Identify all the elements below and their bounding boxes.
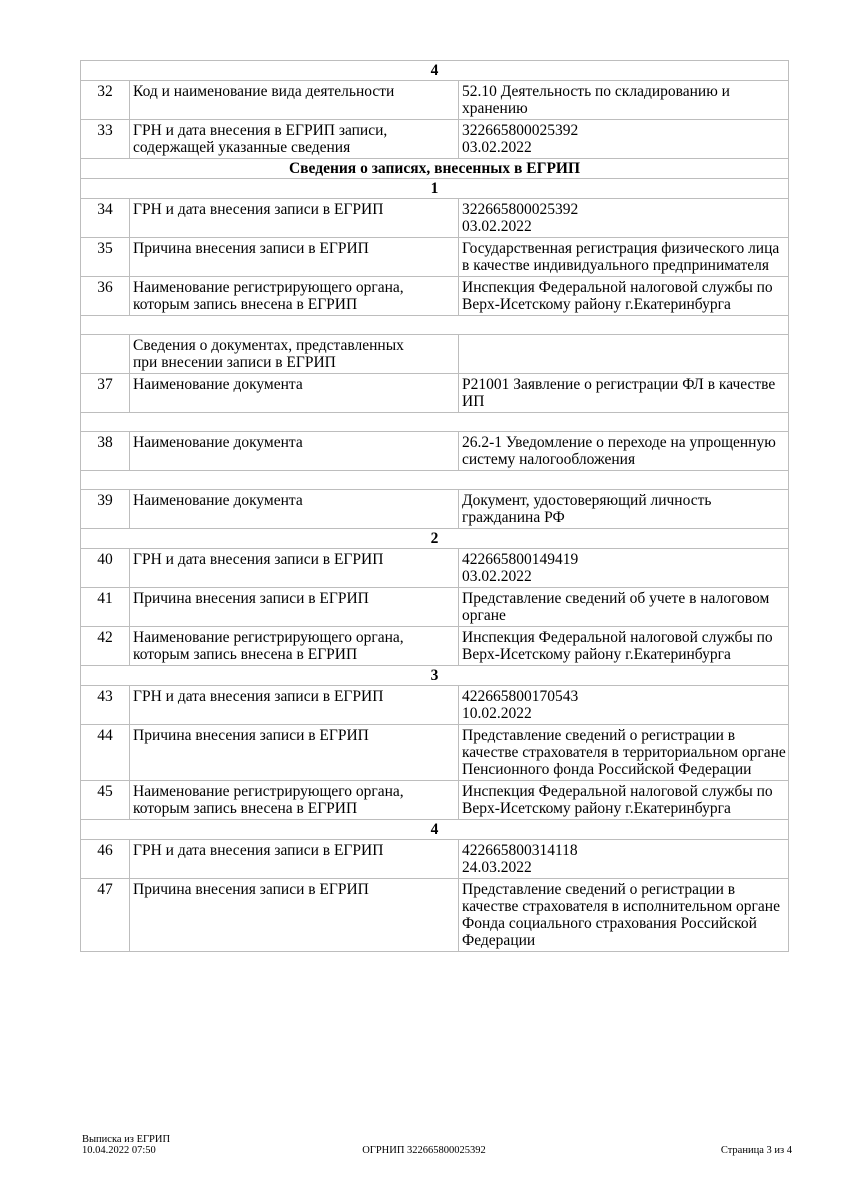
row-value: Инспекция Федеральной налоговой службы по Верх-Исетскому району г.Екатеринбурга: [459, 627, 789, 666]
spacer-cell: [81, 413, 789, 432]
row-number: 41: [81, 588, 130, 627]
row-value: 52.10 Деятельность по складированию и хранению: [459, 81, 789, 120]
footer-ogrnip: ОГРНИП 322665800025392: [362, 1145, 486, 1156]
section-header-row: [81, 820, 789, 840]
row-value: 26.2-1 Уведомление о переходе на упрощенную систему налогообложения: [459, 432, 789, 471]
row-number: 38: [81, 432, 130, 471]
row-number: 34: [81, 199, 130, 238]
row-value: 322665800025392 03.02.2022: [459, 199, 789, 238]
table-row: [81, 781, 789, 820]
records-table: [80, 60, 789, 952]
row-label: ГРН и дата внесения в ЕГРИП записи, содержащей указанные сведения: [130, 120, 459, 159]
row-value: Документ, удостоверяющий личность гражданина РФ: [459, 490, 789, 529]
row-label: Наименование документа: [130, 374, 459, 413]
table-row: [81, 725, 789, 781]
table-row: [81, 432, 789, 471]
row-value: Представление сведений о регистрации в качестве страхователя в территориальном органе Пенсионного фонда Российской Федерации: [459, 725, 789, 781]
row-number: 35: [81, 238, 130, 277]
table-row: [81, 588, 789, 627]
row-value: Государственная регистрация физического лица в качестве индивидуального предпринимателя: [459, 238, 789, 277]
section-header-row: [81, 529, 789, 549]
row-value: Инспекция Федеральной налоговой службы по Верх-Исетскому району г.Екатеринбурга: [459, 277, 789, 316]
section-header: 1: [81, 179, 789, 199]
spacer-cell: [81, 471, 789, 490]
row-label: Наименование регистрирующего органа, которым запись внесена в ЕГРИП: [130, 781, 459, 820]
table-row: [81, 277, 789, 316]
row-value: Инспекция Федеральной налоговой службы по Верх-Исетскому району г.Екатеринбурга: [459, 781, 789, 820]
row-label: ГРН и дата внесения записи в ЕГРИП: [130, 686, 459, 725]
row-number: 40: [81, 549, 130, 588]
table-row: [81, 840, 789, 879]
section-header-row: [81, 666, 789, 686]
row-label: ГРН и дата внесения записи в ЕГРИП: [130, 840, 459, 879]
row-number: 36: [81, 277, 130, 316]
row-value: Р21001 Заявление о регистрации ФЛ в качестве ИП: [459, 374, 789, 413]
table-row: [81, 335, 789, 374]
row-number: 32: [81, 81, 130, 120]
row-value: Представление сведений о регистрации в качестве страхователя в исполнительном органе Фонда социального страхования Российской Федерации: [459, 879, 789, 952]
table-row: [81, 627, 789, 666]
section-header: 4: [81, 820, 789, 840]
spacer-cell: [81, 316, 789, 335]
row-label: Код и наименование вида деятельности: [130, 81, 459, 120]
row-number: 37: [81, 374, 130, 413]
row-label: Наименование регистрирующего органа, которым запись внесена в ЕГРИП: [130, 277, 459, 316]
section-header: Сведения о записях, внесенных в ЕГРИП: [81, 159, 789, 179]
row-label: Причина внесения записи в ЕГРИП: [130, 725, 459, 781]
footer-page-number: Страница 3 из 4: [720, 1145, 792, 1156]
row-number: 45: [81, 781, 130, 820]
table-row: [81, 686, 789, 725]
table-row: [81, 120, 789, 159]
row-number: 42: [81, 627, 130, 666]
row-label: Наименование регистрирующего органа, которым запись внесена в ЕГРИП: [130, 627, 459, 666]
section-header: 4: [81, 61, 789, 81]
row-value: Представление сведений об учете в налоговом органе: [459, 588, 789, 627]
row-number: [81, 335, 130, 374]
section-header-row: [81, 61, 789, 81]
records-table-body: [81, 61, 789, 952]
section-header: 3: [81, 666, 789, 686]
row-label: ГРН и дата внесения записи в ЕГРИП: [130, 549, 459, 588]
row-label: Причина внесения записи в ЕГРИП: [130, 879, 459, 952]
table-row: [81, 199, 789, 238]
row-number: 33: [81, 120, 130, 159]
footer-datetime: 10.04.2022 07:50: [82, 1145, 156, 1156]
table-row: [81, 374, 789, 413]
row-number: 46: [81, 840, 130, 879]
row-number: 39: [81, 490, 130, 529]
section-header: 2: [81, 529, 789, 549]
spacer-row: [81, 316, 789, 335]
table-row: [81, 238, 789, 277]
row-label: Причина внесения записи в ЕГРИП: [130, 238, 459, 277]
spacer-row: [81, 413, 789, 432]
table-row: [81, 81, 789, 120]
spacer-row: [81, 471, 789, 490]
section-header-row: [81, 159, 789, 179]
row-value: 422665800170543 10.02.2022: [459, 686, 789, 725]
row-label: ГРН и дата внесения записи в ЕГРИП: [130, 199, 459, 238]
section-header-row: [81, 179, 789, 199]
row-value: [459, 335, 789, 374]
table-row: [81, 549, 789, 588]
row-label: Наименование документа: [130, 490, 459, 529]
row-number: 44: [81, 725, 130, 781]
row-value: 422665800314118 24.03.2022: [459, 840, 789, 879]
row-label: Наименование документа: [130, 432, 459, 471]
row-number: 43: [81, 686, 130, 725]
row-number: 47: [81, 879, 130, 952]
row-value: 322665800025392 03.02.2022: [459, 120, 789, 159]
row-value: 422665800149419 03.02.2022: [459, 549, 789, 588]
table-row: [81, 490, 789, 529]
row-label: Сведения о документах, представленных при внесении записи в ЕГРИП: [130, 335, 459, 374]
footer-doc-name: Выписка из ЕГРИП: [82, 1134, 171, 1145]
table-row: [81, 879, 789, 952]
row-label: Причина внесения записи в ЕГРИП: [130, 588, 459, 627]
